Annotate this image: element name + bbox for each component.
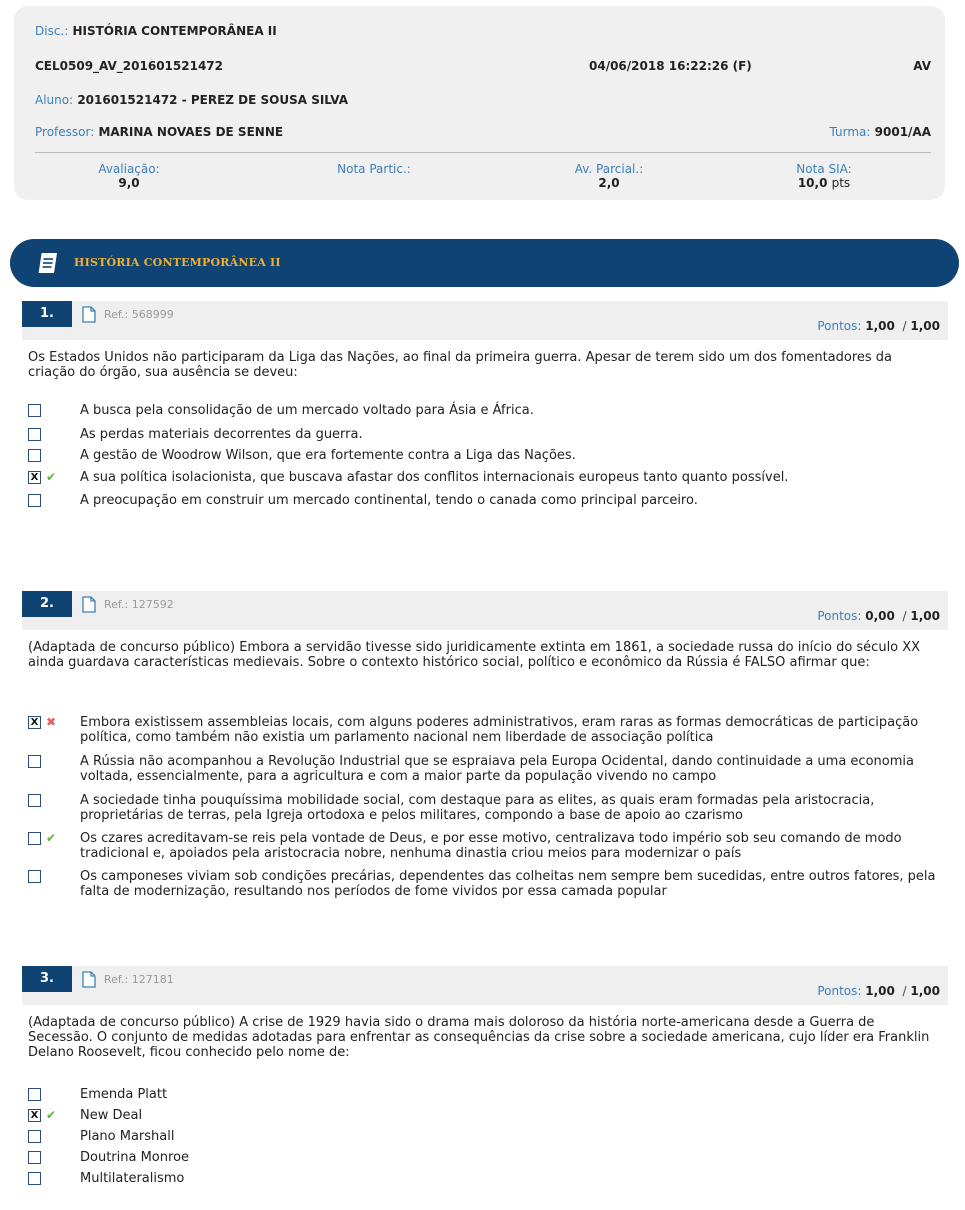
option-checkbox[interactable] xyxy=(28,1130,41,1143)
stat-value: 9,0 xyxy=(118,176,140,190)
stat-label: Nota SIA: xyxy=(796,162,852,176)
points-separator: / xyxy=(902,319,907,333)
option-checkbox[interactable] xyxy=(28,1088,41,1101)
ref-label: Ref.: xyxy=(104,308,129,321)
discipline-label: Disc.: xyxy=(35,24,69,38)
class-label: Turma: xyxy=(829,125,871,139)
option-text: As perdas materiais decorrentes da guerra. xyxy=(80,427,363,442)
ref-value: 127181 xyxy=(131,973,174,986)
section-banner xyxy=(10,239,959,287)
stat-nota-sia xyxy=(769,162,879,190)
question-number: 1. xyxy=(22,301,72,327)
document-icon[interactable] xyxy=(82,971,96,992)
question-points xyxy=(817,319,940,333)
points-max: 1,00 xyxy=(910,319,940,333)
option-checkbox[interactable] xyxy=(28,794,41,807)
option-checkbox[interactable]: X xyxy=(28,716,41,729)
question-text: (Adaptada de concurso público) Embora a servidão tivesse sido juridicamente extinta em 1861, a sociedade russa do início do século XX ainda guardava características medievais. Sobre o contexto histórico social, político e econômico da Rússia é FALSO afirmar que: xyxy=(28,640,921,670)
question-points xyxy=(817,984,940,998)
code-row xyxy=(35,59,931,73)
option-text: Os czares acreditavam-se reis pela vontade de Deus, e por esse motivo, centralizava todo império sob seu comando de modo tradicional e, apoiados pela aristocracia nobre, nenhuma dinastia criou meios para modernizar o país xyxy=(80,831,902,861)
stat-value xyxy=(769,176,879,190)
option-text: A Rússia não acompanhou a Revolução Industrial que se espraiava pela Europa Ocidental, dando continuidade a uma economia voltada, essencialmente, para a agricultura e com a maior parte da população vivendo no campo xyxy=(80,754,914,784)
option-text: A busca pela consolidação de um mercado voltado para Ásia e África. xyxy=(80,403,534,418)
points-label: Pontos: xyxy=(817,609,862,623)
question-text: (Adaptada de concurso público) A crise de 1929 havia sido o drama mais doloroso da história norte-americana desde a Guerra de Secessão. O conjunto de medidas adotadas para enfrentar as consequências da crise sobre a sociedade americana, cujo líder era Franklin Delano Roosevelt, ficou conhecido pelo nome de: xyxy=(28,1015,930,1060)
stat-nota-partic xyxy=(304,162,444,176)
points-label: Pontos: xyxy=(817,984,862,998)
check-icon: ✔ xyxy=(46,831,57,845)
header-divider xyxy=(35,152,931,153)
question-ref xyxy=(104,598,174,611)
option-checkbox[interactable]: X xyxy=(28,471,41,484)
stat-av-parcial xyxy=(544,162,674,190)
professor-row xyxy=(35,125,931,139)
option-checkbox[interactable] xyxy=(28,1151,41,1164)
section-title: HISTÓRIA CONTEMPORÂNEA II xyxy=(74,256,281,269)
ref-value: 568999 xyxy=(131,308,174,321)
option-text: Embora existissem assembleias locais, com alguns poderes administrativos, eram raras as formas democráticas de participação política, como também não existia um parlamento nacional nem liberdade de associação política xyxy=(80,715,919,745)
points-max: 1,00 xyxy=(910,984,940,998)
question-ref xyxy=(104,308,174,321)
stat-label: Avaliação: xyxy=(98,162,160,176)
question-header xyxy=(22,591,948,630)
exam-type: AV xyxy=(913,59,931,73)
exam-datetime: 04/06/2018 16:22:26 (F) xyxy=(589,59,752,73)
stat-label: Av. Parcial.: xyxy=(574,162,644,176)
stat-value: 2,0 xyxy=(598,176,620,190)
option-checkbox[interactable] xyxy=(28,404,41,417)
option-text: A sua política isolacionista, que buscava afastar dos conflitos internacionais europeus tanto quanto possível. xyxy=(80,470,789,485)
option-text: A preocupação em construir um mercado continental, tendo o canada como principal parceiro. xyxy=(80,493,698,508)
points-separator: / xyxy=(902,984,907,998)
question-header xyxy=(22,301,948,340)
option-text: Os camponeses viviam sob condições precárias, dependentes das colheitas nem sempre bem sucedidas, entre outros fatores, pela falta de modernização, resultando nos períodos de fome vividos por essa camada popular xyxy=(80,869,936,899)
option-text: A sociedade tinha pouquíssima mobilidade social, com destaque para as elites, as quais eram formadas pela aristocracia, proprietárias de terras, pela Igreja ortodoxa e pelos militares, compondo a base de apoio ao czarismo xyxy=(80,793,875,823)
exam-code: CEL0509_AV_201601521472 xyxy=(35,59,224,73)
exam-info-card xyxy=(14,6,945,200)
question-number: 3. xyxy=(22,966,72,992)
points-separator: / xyxy=(902,609,907,623)
option-checkbox[interactable] xyxy=(28,1172,41,1185)
option-text: Multilateralismo xyxy=(80,1171,185,1186)
ref-label: Ref.: xyxy=(104,973,129,986)
student-label: Aluno: xyxy=(35,93,74,107)
ref-value: 127592 xyxy=(131,598,174,611)
book-icon xyxy=(35,252,59,278)
question-header xyxy=(22,966,948,1005)
points-value: 0,00 xyxy=(865,609,895,623)
question-text: Os Estados Unidos não participaram da Liga das Nações, ao final da primeira guerra. Apesar de terem sido um dos fomentadores da criação do órgão, sua ausência se deveu: xyxy=(28,350,893,380)
stat-unit: pts xyxy=(831,176,851,190)
option-checkbox[interactable] xyxy=(28,428,41,441)
points-max: 1,00 xyxy=(910,609,940,623)
option-checkbox[interactable] xyxy=(28,494,41,507)
option-checkbox[interactable] xyxy=(28,832,41,845)
points-value: 1,00 xyxy=(865,984,895,998)
option-checkbox[interactable] xyxy=(28,870,41,883)
discipline-value: HISTÓRIA CONTEMPORÂNEA II xyxy=(72,24,277,38)
stat-number: 10,0 xyxy=(797,176,828,190)
option-text: A gestão de Woodrow Wilson, que era fortemente contra a Liga das Nações. xyxy=(80,448,576,463)
points-value: 1,00 xyxy=(865,319,895,333)
ref-label: Ref.: xyxy=(104,598,129,611)
option-text: Plano Marshall xyxy=(80,1129,175,1144)
option-text: Doutrina Monroe xyxy=(80,1150,190,1165)
document-icon[interactable] xyxy=(82,306,96,327)
discipline-row xyxy=(35,24,931,38)
option-checkbox[interactable] xyxy=(28,449,41,462)
option-text: New Deal xyxy=(80,1108,143,1123)
check-icon: ✔ xyxy=(46,470,57,484)
class-info xyxy=(830,125,931,139)
professor-value: MARINA NOVAES DE SENNE xyxy=(98,125,284,139)
option-text: Emenda Platt xyxy=(80,1087,168,1102)
document-icon[interactable] xyxy=(82,596,96,617)
professor-label: Professor: xyxy=(35,125,95,139)
class-value: 9001/AA xyxy=(874,125,931,139)
cross-icon: ✖ xyxy=(46,715,57,729)
stat-avaliacao xyxy=(64,162,194,190)
student-value: 201601521472 - PEREZ DE SOUSA SILVA xyxy=(77,93,349,107)
question-ref xyxy=(104,973,174,986)
option-checkbox[interactable] xyxy=(28,755,41,768)
option-checkbox[interactable]: X xyxy=(28,1109,41,1122)
question-points xyxy=(817,609,940,623)
check-icon: ✔ xyxy=(46,1108,57,1122)
question-number: 2. xyxy=(22,591,72,617)
student-row xyxy=(35,93,931,107)
points-label: Pontos: xyxy=(817,319,862,333)
stat-label: Nota Partic.: xyxy=(337,162,411,176)
